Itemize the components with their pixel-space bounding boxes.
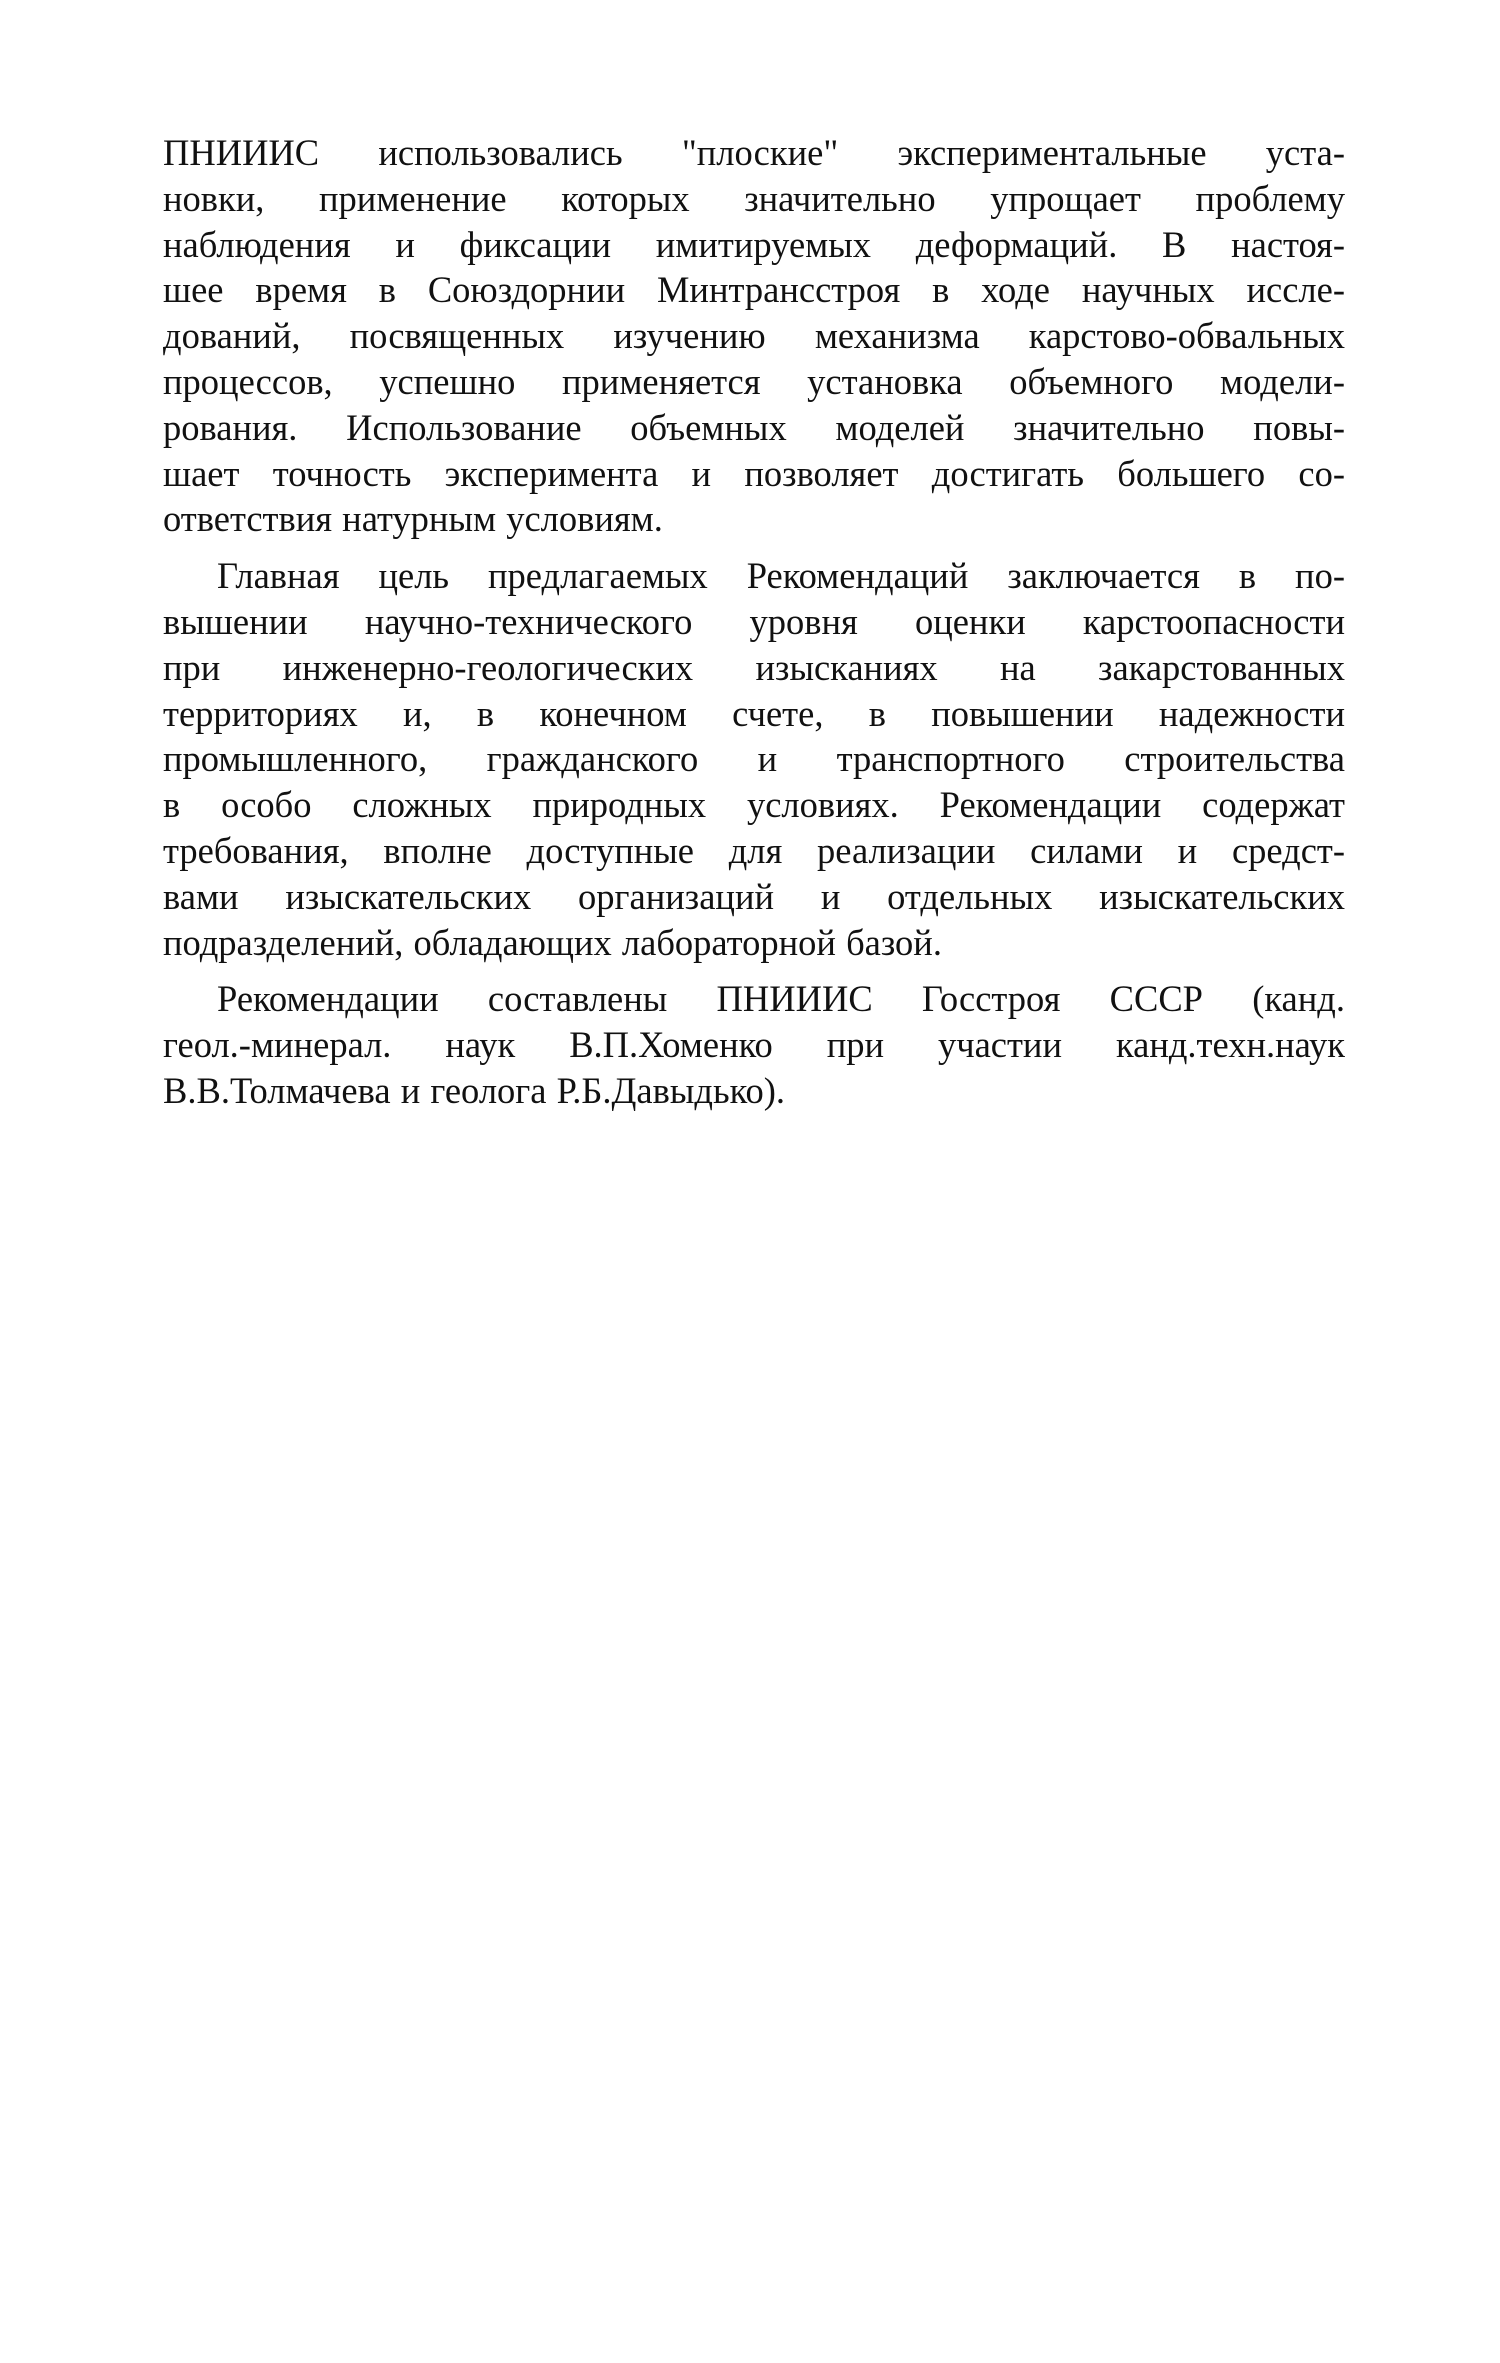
text-line: шее время в Союздорнии Минтрансстроя в ходе научных иссле- xyxy=(163,269,1345,311)
text-line: процессов, успешно применяется установка объемного модели- xyxy=(163,360,1345,402)
text-line: новки, применение которых значительно упрощает проблему xyxy=(163,177,1345,219)
text-line: Главная цель предлагаемых Рекомендаций заключается в по- xyxy=(217,555,1345,597)
text-line: рования. Использование объемных моделей значительно повы- xyxy=(163,406,1345,448)
text-line: территориях и, в конечном счете, в повышении надежности xyxy=(163,692,1345,734)
paragraph-main-goal xyxy=(163,553,1345,965)
text-line: вышении научно-технического уровня оценки карстоопасности xyxy=(163,600,1345,642)
paragraph-intro xyxy=(163,130,1345,542)
body-text xyxy=(163,130,1345,1114)
text-line: при инженерно-геологических изысканиях на закарстованных xyxy=(163,646,1345,688)
text-line: наблюдения и фиксации имитируемых деформаций. В настоя- xyxy=(163,223,1345,265)
text-line: ответствия натурным условиям. xyxy=(163,498,663,540)
text-line: В.В.Толмачева и геолога Р.Б.Давыдько). xyxy=(163,1069,786,1111)
text-line: геол.-минерал. наук В.П.Хоменко при участии канд.техн.наук xyxy=(163,1024,1345,1066)
text-line: шает точность эксперимента и позволяет достигать большего со- xyxy=(163,452,1345,494)
text-line: в особо сложных природных условиях. Рекомендации содержат xyxy=(163,784,1345,826)
text-line: требования, вполне доступные для реализации силами и средст- xyxy=(163,829,1345,871)
text-line: промышленного, гражданского и транспортного строительства xyxy=(163,738,1345,780)
text-line: вами изыскательских организаций и отдельных изыскательских xyxy=(163,875,1345,917)
text-line: подразделений, обладающих лабораторной базой. xyxy=(163,921,942,963)
paragraph-authors xyxy=(163,976,1345,1113)
text-line: ПНИИИС использовались "плоские" экспериментальные уста- xyxy=(163,132,1345,173)
text-line: Рекомендации составлены ПНИИИС Госстроя СССР (канд. xyxy=(217,978,1345,1020)
text-line: дований, посвященных изучению механизма карстово-обвальных xyxy=(163,315,1345,357)
